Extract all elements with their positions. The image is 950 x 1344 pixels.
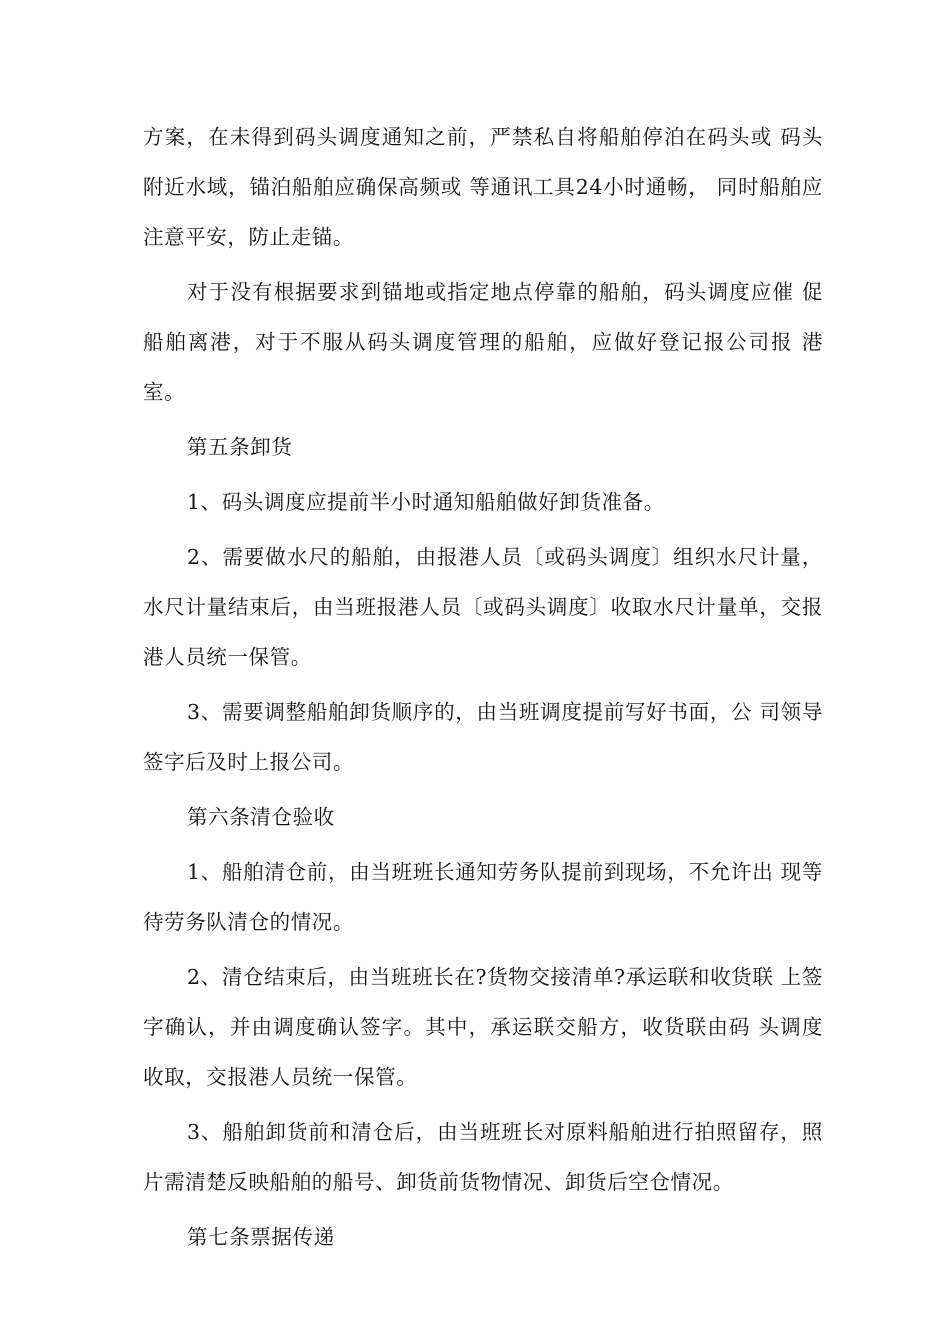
paragraph-6-1: 1、船舶清仓前，由当班班长通知劳务队提前到现场，不允许出 现等待劳务队清仓的情况。 [143, 860, 823, 934]
section-heading-5: 第五条卸货 [187, 435, 293, 459]
document-body [143, 112, 823, 1262]
paragraph-5-3: 3、需要调整船舶卸货顺序的，由当班调度提前写好书面，公 司领导签字后及时上报公司。 [143, 700, 823, 774]
paragraph-6-3: 3、船舶卸货前和清仓后，由当班班长对原料船舶进行拍照留存，照片需清楚反映船舶的船号、卸货前货物情况、卸货后空仓情况。 [143, 1120, 823, 1194]
paragraph-5-1: 1、码头调度应提前半小时通知船舶做好卸货准备。 [187, 490, 665, 514]
section-heading-7: 第七条票据传递 [187, 1225, 335, 1249]
paragraph-5-2: 2、需要做水尺的船舶，由报港人员〔或码头调度〕组织水尺计量，水尺计量结束后，由当班报港人员〔或码头调度〕收取水尺计量单，交报港人员统一保管。 [143, 545, 823, 669]
paragraph-2: 对于没有根据要求到锚地或指定地点停靠的船舶，码头调度应催 促船舶离港，对于不服从码头调度管理的船舶，应做好登记报公司报 港室。 [143, 280, 823, 404]
paragraph-6-2: 2、清仓结束后，由当班班长在?货物交接清单?承运联和收货联 上签字确认，并由调度确认签字。其中，承运联交船方，收货联由码 头调度收取，交报港人员统一保管。 [143, 965, 823, 1089]
paragraph-1: 方案，在未得到码头调度通知之前，严禁私自将船舶停泊在码头或 码头附近水域，锚泊船舶应确保高频或 等通讯工具24小时通畅， 同时船舶应注意平安，防止走锚。 [143, 125, 823, 249]
section-heading-6: 第六条清仓验收 [187, 805, 335, 829]
